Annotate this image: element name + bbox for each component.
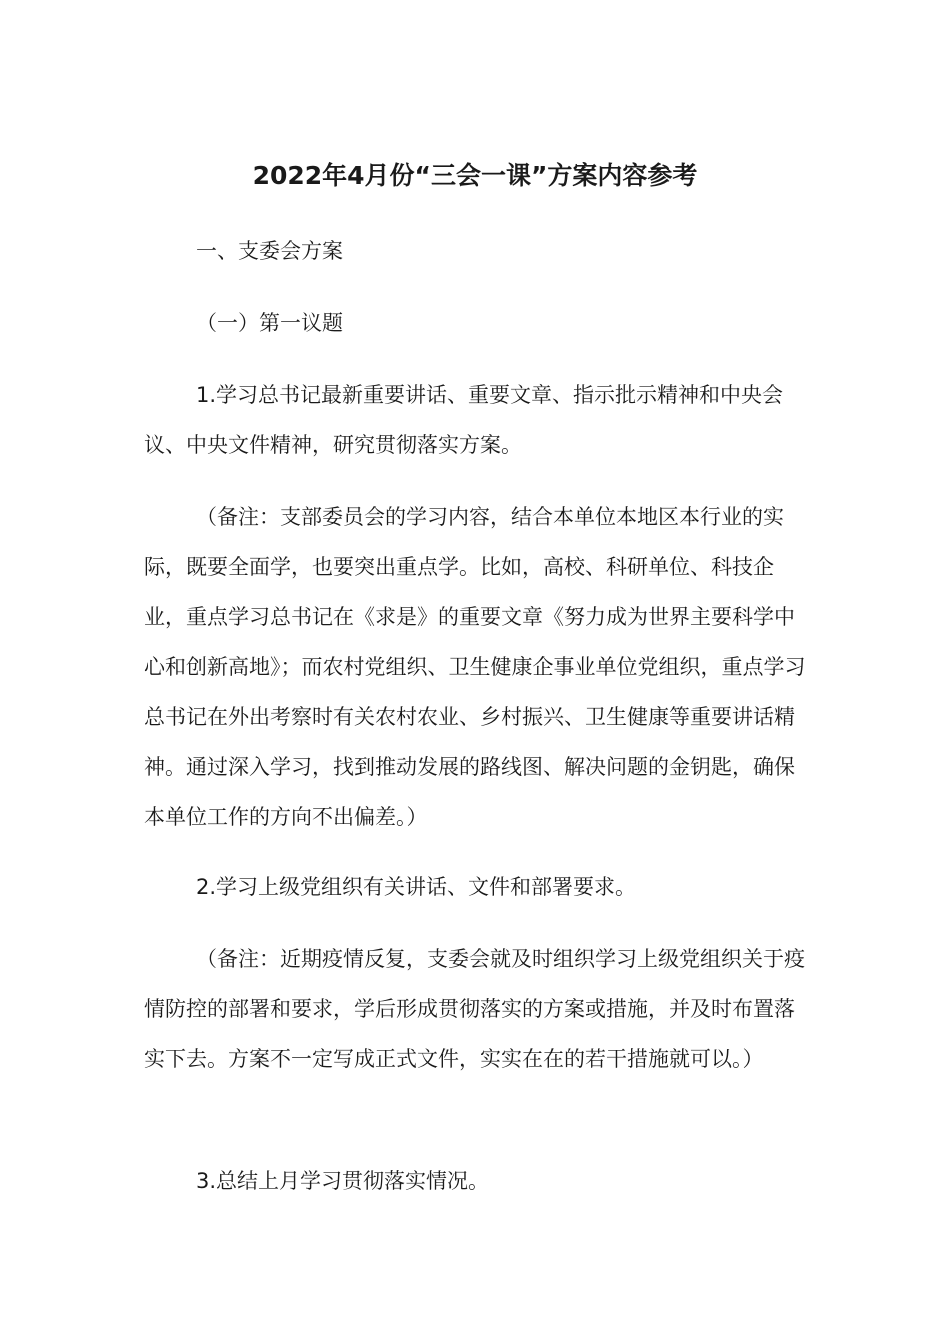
paragraph-item-3: 3.总结上月学习贯彻落实情况。: [196, 1169, 490, 1193]
paragraph-note-1: （备注：支部委员会的学习内容，结合本单位本地区本行业的实际，既要全面学，也要突出重点学。比如，高校、科研单位、科技企业，重点学习总书记在《求是》的重要文章《努力成为世界主要科学中心和创新高地》；而农村党组织、卫生健康企事业单位党组织，重点学习总书记在外出考察时有关农村农业、乡村振兴、卫生健康等重要讲话精神。通过深入学习，找到推动发展的路线图、解决问题的金钥匙，确保本单位工作的方向不出偏差。）: [144, 505, 806, 829]
subsection-heading-first-topic: （一）第一议题: [196, 311, 343, 335]
paragraph-note-2: （备注：近期疫情反复，支委会就及时组织学习上级党组织关于疫情防控的部署和要求，学后形成贯彻落实的方案或措施，并及时布置落实下去。方案不一定写成正式文件，实实在在的若干措施就可以。）: [144, 947, 805, 1071]
document-title: 2022年4月份“三会一课”方案内容参考: [252, 161, 698, 190]
section-heading-branch-committee: 一、支委会方案: [196, 239, 343, 263]
paragraph-item-2: 2.学习上级党组织有关讲话、文件和部署要求。: [196, 875, 637, 899]
paragraph-item-1: 1.学习总书记最新重要讲话、重要文章、指示批示精神和中央会议、中央文件精神，研究贯彻落实方案。: [144, 383, 784, 457]
